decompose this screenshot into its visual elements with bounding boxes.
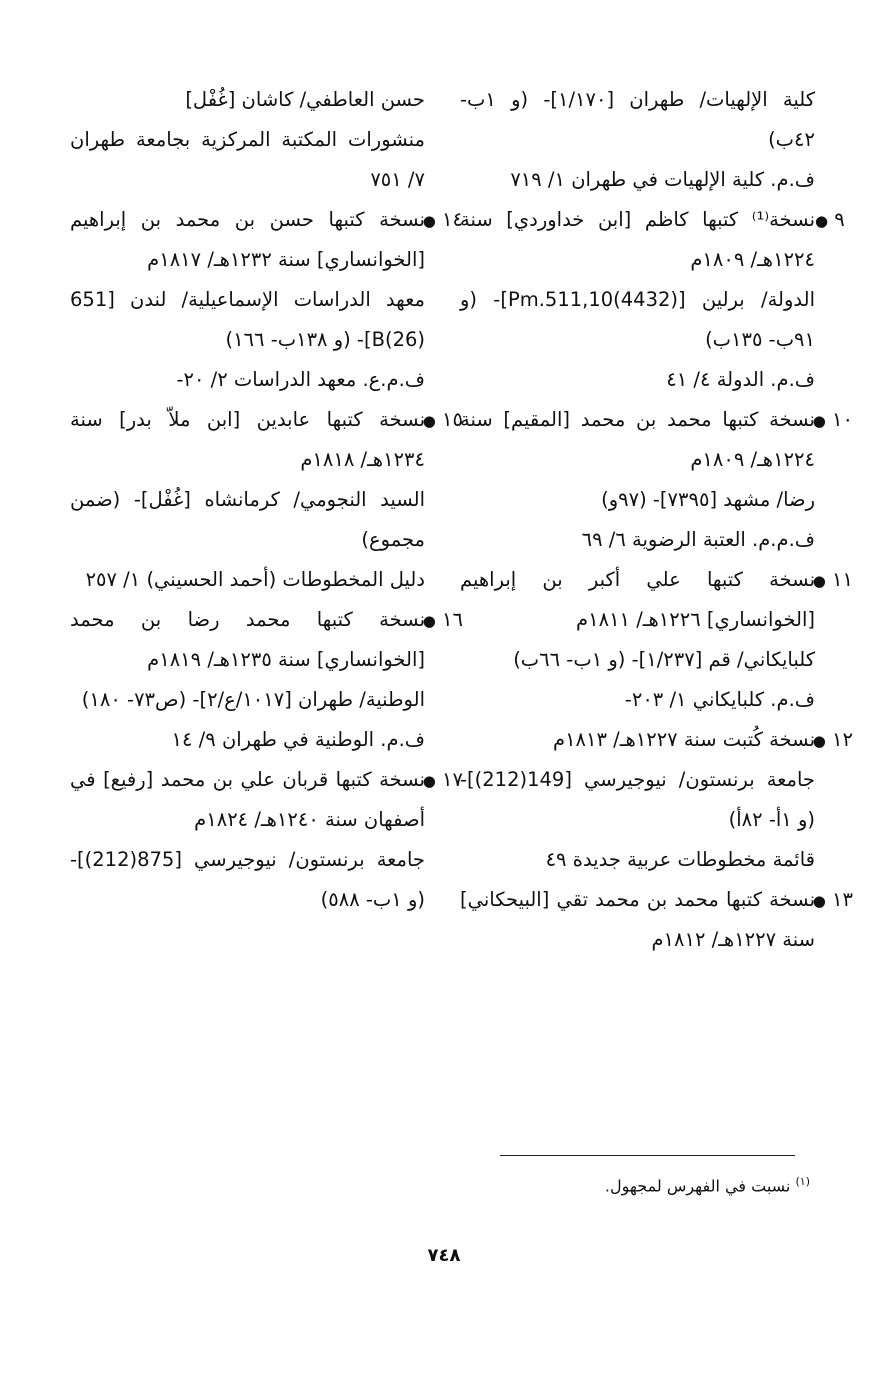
bullet-icon: ● [812,572,826,590]
entry-title [70,600,463,680]
left-column [70,80,463,920]
entry-detail-line: السيد النجومي/ كرمانشاه [غُفْل]- (ضمن مجموع) [70,488,425,551]
entry-detail-line: الوطنية/ طهران [١٠١٧/ع/٢]- (ص٧٣- ١٨٠) [81,688,425,711]
footnote-text: نسبت في الفهرس لمجهول. [604,1176,791,1196]
entry-title [460,720,853,760]
entry-detail-line: ف.م. كلبايكاني ١/ ٢٠٣- [624,688,815,711]
manuscript-entry [460,400,853,560]
continuation-line: منشورات المكتبة المركزية بجامعة طهران ٧/ ٧٥١ [70,128,425,191]
entry-detail-line: ف.م. الدولة ٤/ ٤١ [666,368,815,391]
entry-detail-line: ف.م. الوطنية في طهران ٩/ ١٤ [171,728,425,751]
manuscript-entry [70,600,463,760]
footnote [500,1170,810,1198]
manuscript-entry [70,760,463,920]
entry-detail-line: كلبايكاني/ قم [١/٢٣٧]- (و ١ب- ٦٦ب) [513,648,815,671]
entry-title [70,760,463,840]
continuation-line: ف.م. كلية الإلهيات في طهران ١/ ٧١٩ [510,168,815,191]
entry-number-text: ١٦ [442,608,463,631]
entry-number [812,400,853,441]
footnote-divider [500,1155,795,1156]
entry-number [422,200,463,241]
bullet-icon: ● [422,612,436,630]
entry-title-text: نسخة كتبها عابدين [ابن ملاّ بدر] سنة ١٢٣٤هـ/ ١٨١٨م [70,408,425,471]
right-continuation [460,80,815,200]
entry-title-text: نسخة كتبها حسن بن محمد بن إبراهيم [الخوانساري] سنة ١٢٣٢هـ/ ١٨١٧م [70,208,425,271]
entry-title [460,880,853,960]
entry-number [815,200,853,241]
entry-number-text: ١٤ [442,208,463,231]
entry-title [70,400,463,480]
entry-number [812,720,853,761]
entry-title-text: نسخة كتبها محمد بن محمد [المقيم] سنة ١٢٢٤هـ/ ١٨٠٩م [460,408,815,471]
entry-number [422,760,463,801]
entry-detail-line: جامعة برنستون/ نيوجيرسي [149(212)]- (و ١أ- ٨٢أ) [460,768,815,831]
entry-title [70,200,463,280]
entry-number-text: ١٣ [832,888,853,911]
bullet-icon: ● [815,212,829,230]
bullet-icon: ● [422,772,436,790]
bullet-icon: ● [812,732,826,750]
entry-detail-line: قائمة مخطوطات عربية جديدة ٤٩ [545,848,815,871]
manuscript-entry [460,720,853,880]
continuation-line: كلية الإلهيات/ طهران [١/١٧٠]- (و ١ب- ٤٢ب) [460,88,815,151]
entry-number-text: ١٢ [832,728,853,751]
right-column [460,80,853,960]
manuscript-entry [460,560,853,720]
manuscript-entry [70,400,463,600]
bullet-icon: ● [812,892,826,910]
entry-number [812,880,853,921]
left-entries [70,200,463,920]
entry-detail-line: ف.م.م. العتبة الرضوية ٦/ ٦٩ [581,528,815,551]
bullet-icon: ● [422,212,436,230]
footnote-marker: (١) [795,1175,810,1188]
entry-detail-line: الدولة/ برلين [(4432)Pm.511,10]- (و ٩١ب- ١٣٥ب) [460,288,815,351]
right-entries [460,200,853,960]
entry-number [422,600,463,641]
entry-number-text: ١٧ [442,768,463,791]
entry-title-text: نسخة كتبها علي أكبر بن إبراهيم [الخوانساري] ١٢٢٦هـ/ ١٨١١م [460,568,815,631]
entry-title-text: نسخة كُتبت سنة ١٢٢٧هـ/ ١٨١٣م [553,728,815,751]
entry-number-text: ١٥ [442,408,463,431]
entry-detail-line: ف.م.ع. معهد الدراسات ٢/ ٢٠- [176,368,425,391]
left-continuation [70,80,425,200]
entry-number-text: ٩ [834,208,845,231]
bullet-icon: ● [422,412,436,430]
manuscript-entry [460,880,853,960]
manuscript-entry [460,200,845,400]
entry-number-text: ١١ [832,568,853,591]
entry-title [460,200,845,280]
entry-title [460,560,853,640]
entry-detail-line: معهد الدراسات الإسماعيلية/ لندن [651 B(26)]- (و ١٣٨ب- ١٦٦) [70,288,425,351]
entry-number-text: ١٠ [832,408,853,431]
entry-number [422,400,463,441]
entry-title-text: نسخة⁽¹⁾ كتبها كاظم [ابن خداوردي] سنة ١٢٢٤هـ/ ١٨٠٩م [460,208,815,271]
entry-title-text: نسخة كتبها محمد رضا بن محمد [الخوانساري] سنة ١٢٣٥هـ/ ١٨١٩م [70,608,425,671]
entry-title-text: نسخة كتبها محمد بن محمد تقي [البيحكاني] سنة ١٢٢٧هـ/ ١٨١٢م [460,888,815,951]
page-number: ٧٤٨ [427,1245,461,1266]
entry-detail-line: جامعة برنستون/ نيوجيرسي [875(212)]- (و ١ب- ٥٨٨) [70,848,425,911]
bullet-icon: ● [812,412,826,430]
entry-title-text: نسخة كتبها قربان علي بن محمد [رفيع] في أصفهان سنة ١٢٤٠هـ/ ١٨٢٤م [70,768,425,831]
entry-detail-line: رضا/ مشهد [٧٣٩٥]- (٩٧و) [601,488,815,511]
continuation-line: حسن العاطفي/ كاشان [غُفْل] [185,88,425,111]
manuscript-entry [70,200,463,400]
entry-title [460,400,853,480]
entry-detail-line: دليل المخطوطات (أحمد الحسيني) ١/ ٢٥٧ [85,568,425,591]
entry-number [812,560,853,601]
